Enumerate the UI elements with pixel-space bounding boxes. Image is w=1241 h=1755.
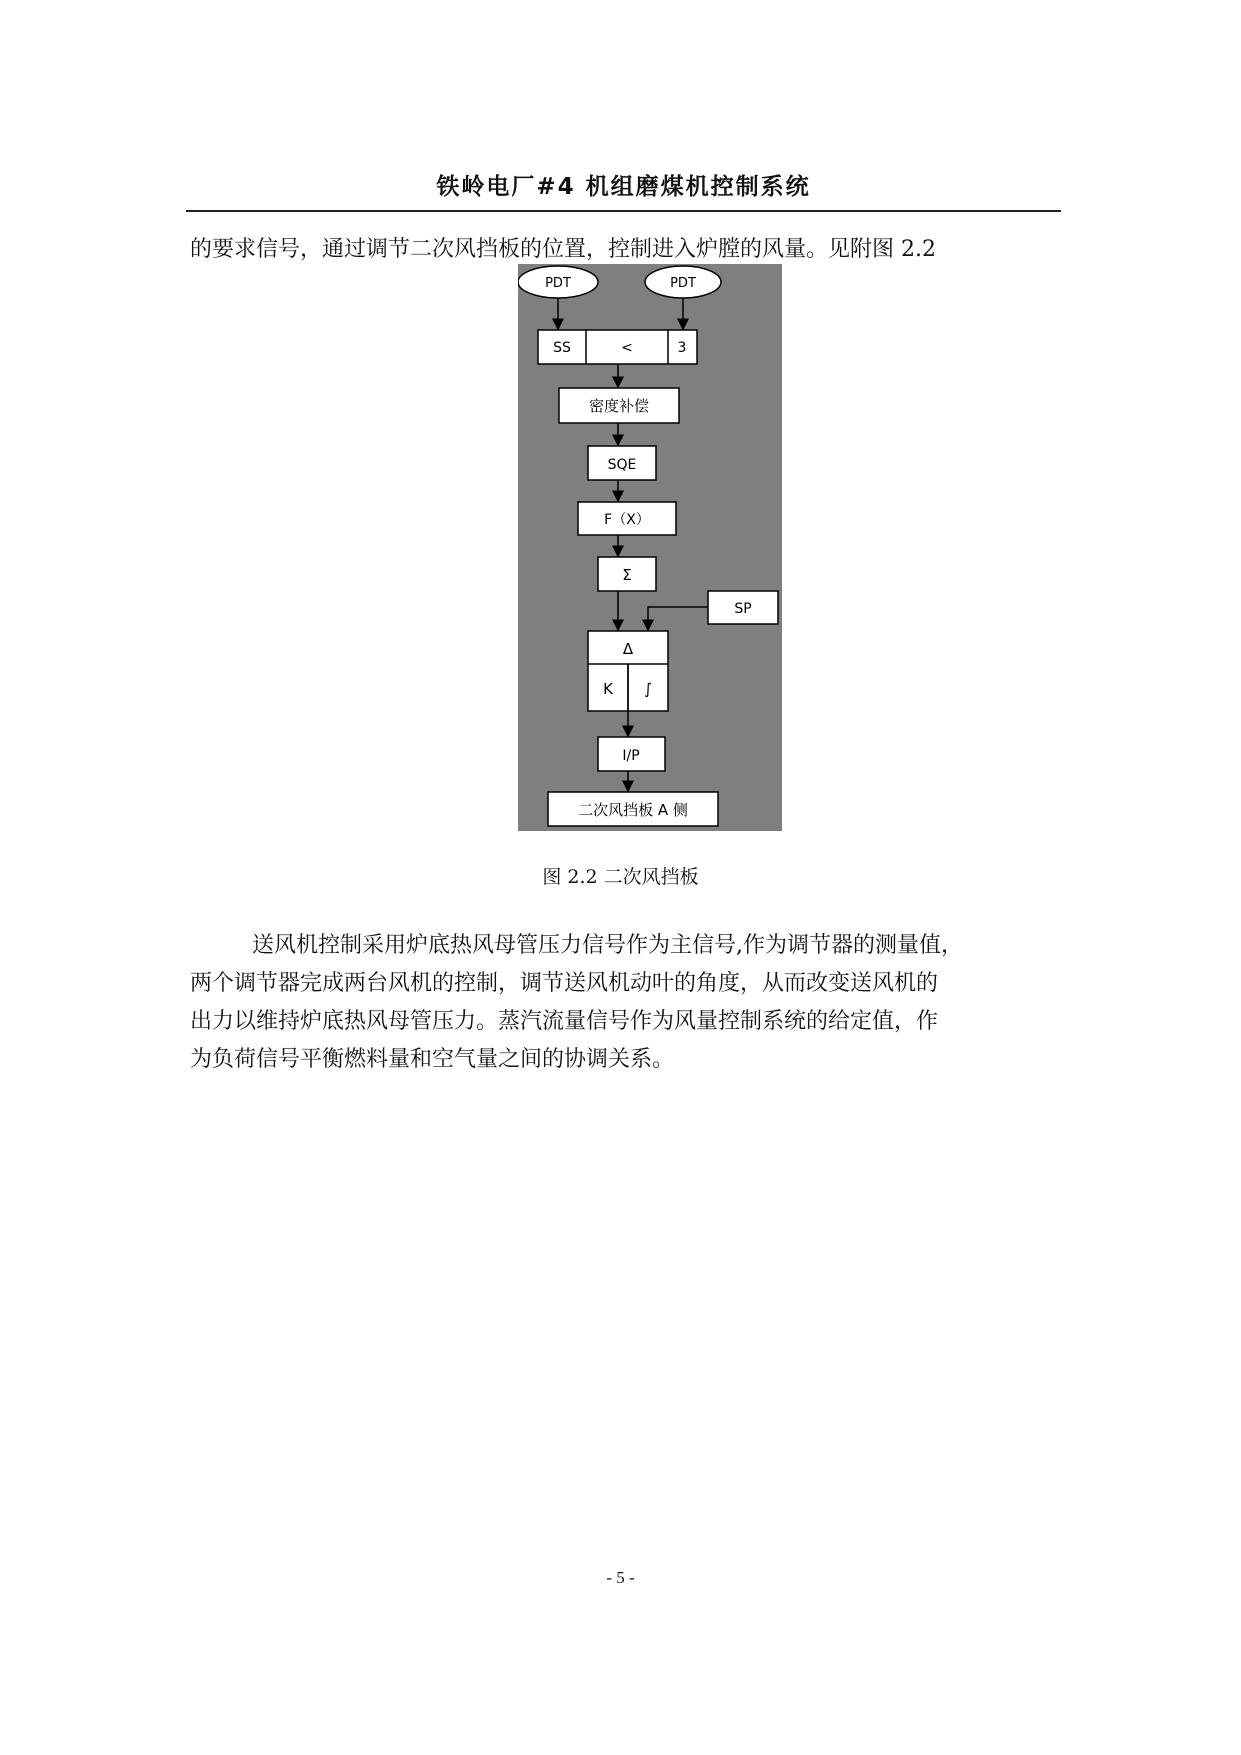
intro-line: 的要求信号，通过调节二次风挡板的位置，控制进入炉膛的风量。见附图 2.2 — [190, 237, 936, 262]
delta-block-label: Δ — [622, 640, 634, 658]
figure-caption: 图 2.2 二次风挡板 — [542, 866, 699, 888]
select-block-op: < — [621, 340, 633, 356]
pdt-input-left-label: PDT — [545, 276, 571, 291]
paragraph-line-3: 出力以维持炉底热风母管压力。蒸汽流量信号作为风量控制系统的给定值，作 — [190, 1009, 939, 1034]
page-number: - 5 - — [606, 1568, 635, 1587]
paragraph-line-2: 两个调节器完成两台风机的控制，调节送风机动叶的角度，从而改变送风机的 — [190, 971, 939, 996]
paragraph-line-4: 为负荷信号平衡燃料量和空气量之间的协调关系。 — [190, 1047, 675, 1072]
sum-block-label: Σ — [622, 566, 632, 584]
paragraph-line-1: 送风机控制采用炉底热风母管压力信号作为主信号,作为调节器的测量值， — [252, 933, 963, 958]
density-block-label: 密度补偿 — [588, 397, 650, 415]
sqe-block-label: SQE — [607, 457, 637, 473]
k-block-label: K — [603, 680, 613, 698]
fx-block-label: F（X） — [604, 512, 650, 528]
pdt-input-right-label: PDT — [670, 276, 696, 291]
output-block-label: 二次风挡板 A 侧 — [578, 801, 688, 819]
int-block-label: ∫ — [644, 680, 652, 698]
select-block-num: 3 — [677, 340, 687, 356]
select-block-ss: SS — [553, 340, 571, 356]
sp-block-label: SP — [734, 601, 752, 617]
page-header-title: 铁岭电厂#4 机组磨煤机控制系统 — [436, 174, 811, 200]
control-diagram — [518, 264, 782, 831]
header-rule — [186, 210, 1061, 212]
ip-block-label: I/P — [622, 748, 640, 764]
